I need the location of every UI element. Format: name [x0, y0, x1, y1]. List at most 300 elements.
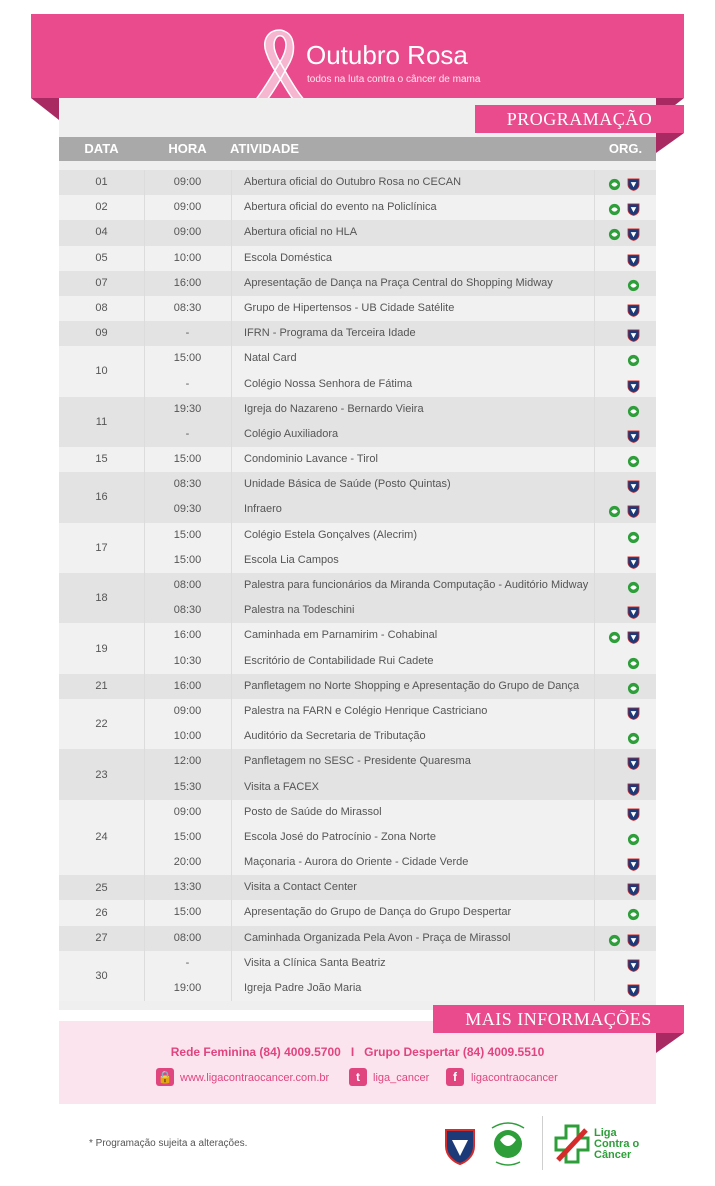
cell-atividade: Condominio Lavance - Tirol: [244, 453, 378, 466]
table-row: [59, 926, 656, 951]
cell-hora: 08:00: [173, 579, 202, 591]
cell-hora: 08:30: [173, 478, 202, 491]
grupo-despertar-icon: [627, 906, 640, 919]
table-row: [59, 623, 656, 648]
column-divider: [231, 649, 232, 674]
contact-phones: Rede Feminina (84) 4009.5700 I Grupo Despertar (84) 4009.5510: [170, 1045, 545, 1059]
cell-org: [596, 271, 656, 296]
cell-hora: 15:00: [173, 553, 202, 566]
grupo-despertar-icon: [627, 680, 640, 693]
column-divider: [144, 497, 145, 522]
cell-org: [596, 372, 656, 397]
cell-hora: 10:00: [173, 730, 202, 743]
table-row: [59, 422, 656, 447]
table-row: [59, 346, 656, 371]
twitter-link[interactable]: liga_cancer: [373, 1072, 430, 1084]
programacao-banner: PROGRAMAÇÃO: [475, 105, 684, 133]
table-row: [59, 850, 656, 875]
cell-hora: 10:30: [173, 654, 202, 667]
cell-atividade: Colégio Estela Gonçalves (Alecrim): [244, 528, 418, 541]
column-divider: [144, 220, 145, 245]
cell-hora: 15:30: [173, 780, 202, 793]
cell-atividade: Visita a Clínica Santa Beatriz: [244, 956, 386, 969]
cell-data: 21: [95, 680, 108, 692]
cell-org: [596, 246, 656, 271]
column-divider: [231, 271, 232, 296]
website-link[interactable]: www.ligacontraocancer.com.br: [180, 1072, 330, 1084]
table-row: [59, 523, 656, 548]
cell-org: [596, 926, 656, 951]
table-row: [59, 497, 656, 522]
cell-atividade: Escola José do Patrocínio - Zona Norte: [244, 830, 436, 843]
column-divider: [144, 372, 145, 397]
column-divider: [144, 749, 145, 774]
rede-feminina-icon: [627, 881, 640, 894]
schedule-table: [59, 170, 656, 1001]
column-divider: [594, 372, 595, 397]
table-row: [59, 699, 656, 724]
cell-atividade: Escritório de Contabilidade Rui Cadete: [244, 654, 434, 667]
cell-atividade: Colégio Nossa Senhora de Fátima: [244, 377, 413, 390]
cell-atividade: Colégio Auxiliadora: [244, 427, 339, 440]
cell-hora: -: [185, 956, 190, 969]
grupo-despertar-icon: [627, 453, 640, 466]
column-divider: [144, 195, 145, 220]
logo-divider: [542, 1116, 543, 1170]
grupo-despertar-icon: [627, 277, 640, 290]
cell-atividade: Grupo de Hipertensos - UB Cidade Satélite: [244, 301, 455, 314]
cell-hora: 15:00: [173, 528, 202, 541]
cell-atividade: Abertura oficial do Outubro Rosa no CECAN: [244, 176, 462, 188]
cell-org: [596, 447, 656, 472]
table-row: [59, 800, 656, 825]
column-divider: [594, 422, 595, 447]
column-divider: [231, 875, 232, 900]
column-divider: [231, 976, 232, 1001]
facebook-link[interactable]: ligacontraocancer: [471, 1072, 558, 1084]
cell-org: [596, 422, 656, 447]
grupo-despertar-icon: [608, 932, 621, 945]
cell-data: 02: [95, 201, 108, 214]
column-divider: [144, 598, 145, 623]
column-divider: [594, 246, 595, 271]
cell-hora: 12:00: [173, 755, 202, 768]
column-divider: [144, 850, 145, 875]
cell-atividade: IFRN - Programa da Terceira Idade: [244, 327, 416, 340]
cell-org: [596, 699, 656, 724]
rede-feminina-icon: [627, 252, 640, 265]
rede-feminina-icon: [627, 503, 640, 516]
facebook-icon: f: [446, 1068, 464, 1086]
header-atividade: ATIVIDADE: [230, 141, 300, 156]
grupo-despertar-icon: [608, 503, 621, 516]
rede-feminina-icon: [627, 302, 640, 315]
cell-hora: 09:00: [173, 805, 202, 818]
cell-org: [596, 749, 656, 774]
column-divider: [144, 649, 145, 674]
column-divider: [144, 472, 145, 497]
grupo-despertar-icon: [627, 831, 640, 844]
cell-hora: -: [185, 377, 190, 390]
cell-atividade: Apresentação do Grupo de Dança do Grupo Despertar: [244, 906, 512, 919]
column-divider: [144, 346, 145, 371]
grupo-despertar-icon: [627, 579, 640, 592]
column-divider: [594, 195, 595, 220]
cell-atividade: Natal Card: [244, 352, 297, 365]
cell-org: [596, 321, 656, 346]
column-divider: [231, 623, 232, 648]
cell-hora: 16:00: [173, 679, 202, 692]
column-divider: [231, 372, 232, 397]
rede-feminina-icon: [627, 554, 640, 567]
column-divider: [594, 523, 595, 548]
cell-atividade: Palestra para funcionários da Miranda Computação - Auditório Midway: [244, 579, 589, 591]
cell-hora: 09:00: [173, 176, 202, 188]
header-hora: HORA: [168, 141, 207, 156]
cell-data: 30: [95, 970, 108, 983]
cell-data: 09: [95, 327, 108, 340]
grupo-despertar-icon: [627, 403, 640, 416]
column-divider: [231, 472, 232, 497]
table-row: [59, 548, 656, 573]
table-row: [59, 976, 656, 1001]
column-divider: [144, 900, 145, 925]
cell-org: [596, 346, 656, 371]
column-divider: [594, 623, 595, 648]
table-row: [59, 875, 656, 900]
cell-atividade: Panfletagem no SESC - Presidente Quaresma: [244, 755, 471, 768]
mais-informacoes-banner: MAIS INFORMAÇÕES: [433, 1005, 684, 1033]
column-divider: [594, 296, 595, 321]
grupo-despertar-icon: [627, 352, 640, 365]
table-header: [59, 137, 656, 161]
rede-feminina-icon: [627, 755, 640, 768]
column-divider: [231, 321, 232, 346]
column-divider: [144, 548, 145, 573]
cell-data: 01: [95, 176, 108, 188]
cell-data: 17: [95, 541, 108, 554]
cell-atividade: Igreja do Nazareno - Bernardo Vieira: [244, 402, 424, 415]
rede-feminina-icon: [627, 982, 640, 995]
column-divider: [144, 422, 145, 447]
cell-data: 04: [95, 226, 108, 239]
cell-org: [596, 800, 656, 825]
grupo-despertar-logo-icon: [486, 1118, 530, 1168]
column-divider: [231, 674, 232, 699]
cell-data: 22: [95, 718, 108, 731]
cell-org: [596, 573, 656, 598]
cell-org: [596, 900, 656, 925]
grupo-despertar-icon: [627, 529, 640, 542]
cell-org: [596, 472, 656, 497]
column-divider: [144, 951, 145, 976]
rede-feminina-icon: [627, 957, 640, 970]
cell-org: [596, 623, 656, 648]
cell-org: [596, 170, 656, 195]
cell-hora: 09:00: [173, 704, 202, 717]
table-row: [59, 296, 656, 321]
liga-cross-icon: [554, 1124, 590, 1164]
twitter-icon: t: [349, 1068, 367, 1086]
column-divider: [231, 346, 232, 371]
column-divider: [594, 775, 595, 800]
cell-atividade: Maçonaria - Aurora do Oriente - Cidade Verde: [244, 856, 469, 869]
column-divider: [231, 749, 232, 774]
rede-feminina-logo-icon: [442, 1126, 478, 1166]
lock-icon: 🔒: [157, 1070, 173, 1084]
grupo-despertar-icon: [627, 655, 640, 668]
rede-feminina-icon: [627, 378, 640, 391]
cell-hora: 16:00: [173, 276, 202, 289]
cell-hora: 19:30: [173, 402, 202, 415]
rede-feminina-icon: [627, 806, 640, 819]
cell-hora: 10:00: [173, 251, 202, 264]
cell-hora: 09:00: [173, 226, 202, 239]
column-divider: [231, 850, 232, 875]
cell-hora: 19:00: [173, 982, 202, 994]
programacao-banner-fold: [656, 133, 684, 153]
column-divider: [594, 800, 595, 825]
cell-data: 15: [95, 453, 108, 466]
column-divider: [144, 170, 145, 195]
column-divider: [594, 850, 595, 875]
cell-org: [596, 875, 656, 900]
column-divider: [144, 976, 145, 1001]
table-row: [59, 749, 656, 774]
cell-org: [596, 951, 656, 976]
column-divider: [144, 724, 145, 749]
cell-org: [596, 220, 656, 245]
cell-org: [596, 850, 656, 875]
cell-org: [596, 523, 656, 548]
column-divider: [231, 220, 232, 245]
column-divider: [231, 775, 232, 800]
column-divider: [594, 220, 595, 245]
cell-org: [596, 397, 656, 422]
cell-atividade: Escola Lia Campos: [244, 553, 339, 566]
column-divider: [594, 548, 595, 573]
column-divider: [144, 875, 145, 900]
cell-data: 19: [95, 642, 108, 655]
table-row: [59, 674, 656, 699]
cell-data: 18: [95, 592, 108, 605]
cell-org: [596, 548, 656, 573]
cell-hora: 08:30: [173, 301, 202, 314]
column-divider: [594, 951, 595, 976]
column-divider: [594, 649, 595, 674]
info-banner-fold: [656, 1033, 684, 1053]
column-divider: [144, 699, 145, 724]
cell-atividade: Palestra na Todeschini: [244, 604, 355, 617]
column-divider: [144, 825, 145, 850]
cell-data: 10: [95, 365, 108, 378]
cell-org: [596, 195, 656, 220]
cell-atividade: Infraero: [244, 503, 282, 516]
column-divider: [594, 976, 595, 1001]
column-divider: [144, 523, 145, 548]
footer-logos: [440, 1116, 680, 1172]
table-row: [59, 825, 656, 850]
cell-data: 26: [95, 906, 108, 919]
cell-atividade: Abertura oficial no HLA: [244, 226, 358, 239]
column-divider: [231, 195, 232, 220]
cell-atividade: Caminhada Organizada Pela Avon - Praça de Mirassol: [244, 931, 511, 944]
table-row: [59, 372, 656, 397]
header-org: ORG.: [608, 141, 643, 156]
column-divider: [231, 497, 232, 522]
grupo-despertar-icon: [627, 730, 640, 743]
cell-atividade: Unidade Básica de Saúde (Posto Quintas): [244, 478, 451, 491]
table-row: [59, 649, 656, 674]
grupo-despertar-icon: [608, 226, 621, 239]
column-divider: [594, 749, 595, 774]
cell-org: [596, 674, 656, 699]
table-row: [59, 724, 656, 749]
grupo-despertar-icon: [608, 176, 621, 189]
cell-org: [596, 497, 656, 522]
column-divider: [231, 523, 232, 548]
table-row: [59, 195, 656, 220]
column-divider: [594, 497, 595, 522]
cell-atividade: Apresentação de Dança na Praça Central do Shopping Midway: [244, 276, 553, 289]
cell-data: 16: [95, 491, 108, 504]
column-divider: [144, 800, 145, 825]
column-divider: [594, 346, 595, 371]
cell-hora: -: [185, 327, 190, 340]
table-row: [59, 472, 656, 497]
column-divider: [144, 573, 145, 598]
rede-feminina-icon: [627, 176, 640, 189]
column-divider: [594, 724, 595, 749]
cell-hora: 20:00: [173, 856, 202, 869]
cell-org: [596, 976, 656, 1001]
cell-hora: 08:00: [173, 931, 202, 944]
table-row: [59, 775, 656, 800]
cell-atividade: Auditório da Secretaria de Tributação: [244, 730, 426, 743]
grupo-despertar-icon: [608, 201, 621, 214]
table-row: [59, 246, 656, 271]
table-row: [59, 220, 656, 245]
contact-block: [59, 1021, 656, 1104]
column-divider: [594, 699, 595, 724]
column-divider: [231, 724, 232, 749]
cell-data: 24: [95, 831, 108, 843]
column-divider: [594, 271, 595, 296]
column-divider: [144, 623, 145, 648]
rede-feminina-icon: [627, 478, 640, 491]
column-divider: [231, 447, 232, 472]
table-row: [59, 321, 656, 346]
rede-feminina-icon: [627, 781, 640, 794]
column-divider: [231, 598, 232, 623]
cell-data: 05: [95, 251, 108, 264]
rede-feminina-icon: [627, 327, 640, 340]
header-fold-left: [31, 98, 59, 120]
header-title: Outubro Rosa: [306, 40, 468, 70]
column-divider: [231, 246, 232, 271]
header-data: DATA: [84, 141, 119, 156]
cell-hora: 09:30: [173, 503, 202, 516]
cell-hora: 09:00: [173, 201, 202, 214]
column-divider: [231, 573, 232, 598]
column-divider: [144, 296, 145, 321]
table-row: [59, 271, 656, 296]
column-divider: [231, 800, 232, 825]
cell-data: 27: [95, 932, 108, 944]
header-subtitle: todos na luta contra o câncer de mama: [307, 74, 481, 85]
cell-hora: 08:30: [173, 604, 202, 617]
column-divider: [594, 397, 595, 422]
column-divider: [231, 548, 232, 573]
cell-hora: 13:30: [173, 881, 202, 894]
table-row: [59, 598, 656, 623]
cell-atividade: Panfletagem no Norte Shopping e Apresentação do Grupo de Dança: [244, 679, 580, 692]
cell-atividade: Igreja Padre João Maria: [244, 982, 362, 994]
cell-org: [596, 724, 656, 749]
column-divider: [144, 246, 145, 271]
column-divider: [594, 674, 595, 699]
column-divider: [144, 674, 145, 699]
column-divider: [231, 397, 232, 422]
column-divider: [231, 926, 232, 951]
cell-org: [596, 296, 656, 321]
cell-org: [596, 775, 656, 800]
column-divider: [231, 422, 232, 447]
column-divider: [594, 472, 595, 497]
cell-data: 11: [95, 415, 108, 428]
cell-data: 25: [95, 881, 108, 894]
cell-atividade: Escola Doméstica: [244, 251, 333, 264]
column-divider: [144, 775, 145, 800]
column-divider: [594, 447, 595, 472]
rede-feminina-icon: [627, 705, 640, 718]
liga-logo-text: Liga Contra o Câncer: [594, 1127, 640, 1161]
column-divider: [594, 170, 595, 195]
column-divider: [231, 699, 232, 724]
cell-org: [596, 649, 656, 674]
column-divider: [231, 825, 232, 850]
column-divider: [231, 951, 232, 976]
table-row: [59, 573, 656, 598]
table-row: [59, 397, 656, 422]
rede-feminina-icon: [627, 856, 640, 869]
cell-atividade: Abertura oficial do evento na Policlínica: [244, 201, 437, 214]
rede-feminina-icon: [627, 932, 640, 945]
cell-data: 23: [95, 768, 108, 781]
rede-feminina-icon: [627, 629, 640, 642]
column-divider: [594, 321, 595, 346]
rede-feminina-icon: [627, 226, 640, 239]
column-divider: [594, 926, 595, 951]
footnote: * Programação sujeita a alterações.: [89, 1138, 248, 1149]
cell-data: 07: [95, 276, 108, 289]
cell-data: 08: [95, 302, 108, 314]
cell-atividade: Palestra na FARN e Colégio Henrique Castriciano: [244, 704, 488, 717]
cell-hora: 15:00: [173, 352, 202, 365]
column-divider: [144, 321, 145, 346]
table-row: [59, 170, 656, 195]
cell-hora: 16:00: [173, 629, 202, 642]
cell-hora: -: [185, 427, 190, 440]
grupo-despertar-icon: [608, 629, 621, 642]
cell-atividade: Visita a FACEX: [244, 780, 319, 793]
cell-atividade: Caminhada em Parnamirim - Cohabinal: [244, 629, 438, 642]
cell-hora: 15:00: [173, 453, 202, 466]
cell-hora: 15:00: [173, 830, 202, 843]
column-divider: [144, 447, 145, 472]
rede-feminina-icon: [627, 604, 640, 617]
column-divider: [144, 271, 145, 296]
